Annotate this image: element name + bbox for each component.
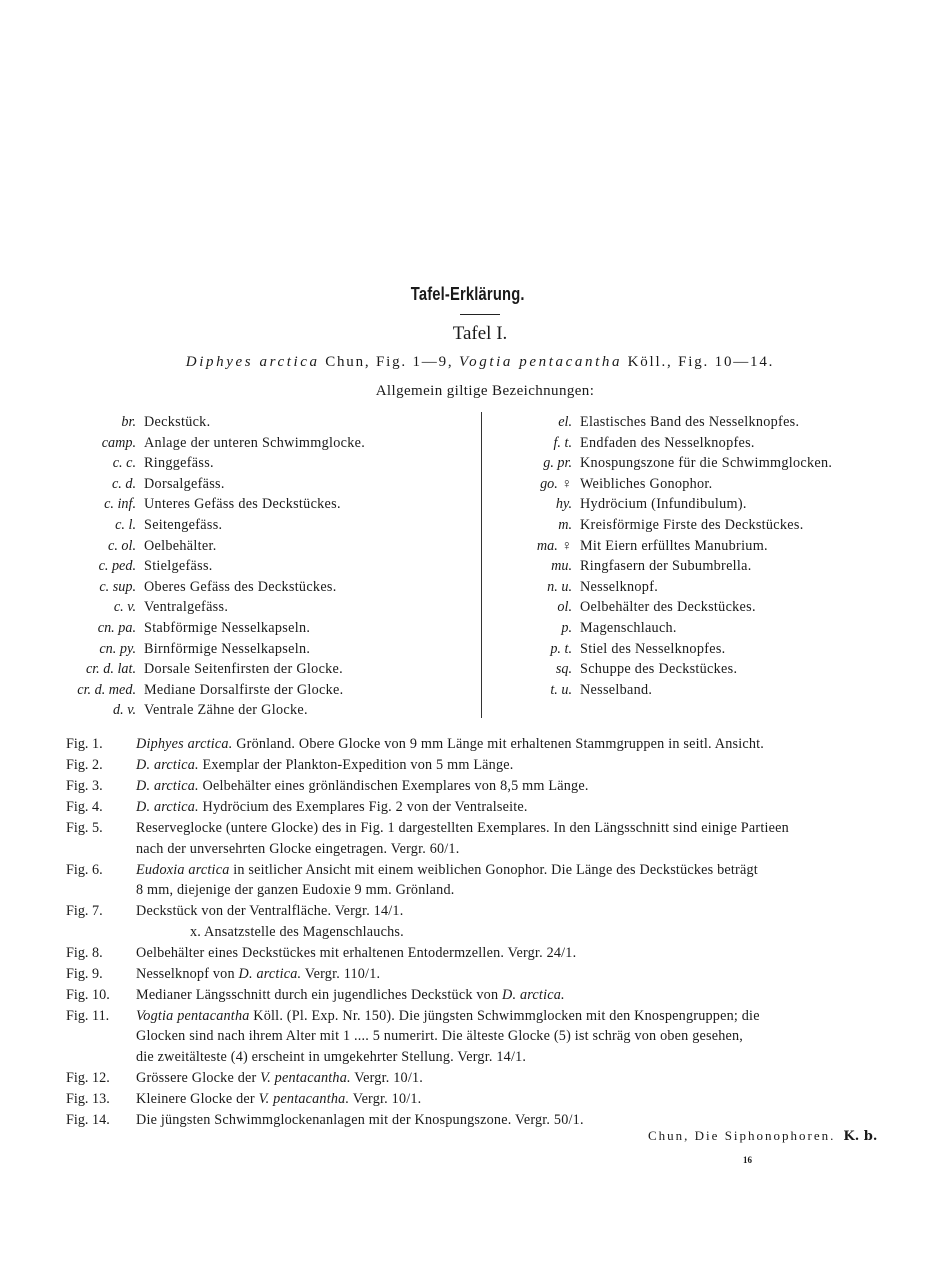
abbreviation-text: Oberes Gefäss des Deckstückes. xyxy=(144,578,337,595)
taxon-name: D. arctica. xyxy=(136,778,199,794)
caption-text: Kleinere Glocke der xyxy=(136,1091,259,1107)
taxon-name: D. arctica. xyxy=(136,757,199,773)
caption-line xyxy=(136,860,900,881)
figure-number: Fig. 1. xyxy=(66,736,103,752)
abbreviation-text: Deckstück. xyxy=(144,414,211,430)
abbreviation-key: br. xyxy=(121,414,136,430)
figure-caption xyxy=(136,901,900,942)
caption-text: Exemplar der Plankton-Expedition von 5 mm Länge. xyxy=(198,757,514,773)
page-number: 16 xyxy=(743,1155,752,1165)
footer-citation: Chun, Die Siphonophoren. xyxy=(648,1128,836,1143)
abbreviation-key: n. u. xyxy=(547,578,572,595)
abbreviation-key: hy. xyxy=(555,496,572,513)
caption-text: 8 mm, diejenige der ganzen Eudoxie 9 mm. Grönland. xyxy=(136,882,455,899)
figure-caption xyxy=(136,755,900,776)
figure-number: Fig. 11. xyxy=(66,1007,110,1024)
caption-line xyxy=(136,901,900,922)
taxon-name: V. pentacantha. xyxy=(260,1070,351,1086)
figure-number: Fig. 10. xyxy=(66,986,110,1003)
caption-text: Vergr. 10/1. xyxy=(349,1091,422,1107)
figure-caption xyxy=(136,734,900,755)
taxon-name: D. arctica. xyxy=(136,799,199,815)
abbreviation-key: c. ol. xyxy=(108,537,136,554)
figure-number: Fig. 7. xyxy=(66,903,103,920)
caption-line xyxy=(136,880,900,901)
caption-line xyxy=(136,755,900,776)
abbreviation-text: Dorsalgefäss. xyxy=(144,475,225,492)
caption-text: nach der unversehrten Glocke eingetragen. Vergr. 60/1. xyxy=(136,840,460,857)
taxon-name: D. arctica. xyxy=(238,965,302,982)
caption-text: Medianer Längsschnitt durch ein jugendliches Deckstück von xyxy=(136,986,502,1003)
abbreviation-text: Stiel des Nesselknopfes. xyxy=(580,640,726,657)
caption-text: Grössere Glocke der xyxy=(136,1070,261,1086)
title-rule xyxy=(460,314,500,315)
caption-text: Glocken sind nach ihrem Alter mit 1 .... 5 numerirt. Die älteste Glocke (5) ist schräg von oben gesehen, xyxy=(136,1028,744,1045)
abbreviation-text: Seitengefäss. xyxy=(144,517,223,533)
abbreviation-key: c. c. xyxy=(112,455,136,472)
caption-line xyxy=(136,1047,900,1068)
caption-text: Nesselknopf von xyxy=(136,965,239,982)
caption-line xyxy=(136,839,900,860)
abbreviation-text: Mediane Dorsalfirste der Glocke. xyxy=(144,681,344,698)
abbreviation-key: el. xyxy=(558,414,572,430)
abbreviation-text: Birnförmige Nesselkapseln. xyxy=(144,640,311,657)
figure-caption xyxy=(136,943,900,964)
figure-number: Fig. 14. xyxy=(66,1112,110,1128)
abbreviation-key: c. inf. xyxy=(104,496,136,513)
abbreviation-text: Stielgefäss. xyxy=(144,558,213,575)
abbreviation-key: m. xyxy=(558,517,572,533)
abbreviation-text: Nesselband. xyxy=(580,681,653,698)
taxon-name: Diphyes arctica. xyxy=(136,736,233,752)
figure-caption xyxy=(136,860,900,901)
footer xyxy=(648,1128,877,1144)
caption-text: die zweitälteste (4) erscheint in umgekehrter Stellung. Vergr. 14/1. xyxy=(136,1048,527,1065)
caption-text: Grönland. Obere Glocke von 9 mm Länge mit erhaltenen Stammgruppen in seitl. Ansicht. xyxy=(232,736,765,752)
figure-caption xyxy=(136,797,900,818)
abbreviation-text: Knospungszone für die Schwimmglocken. xyxy=(580,455,833,472)
abbreviation-key: ma. ♀ xyxy=(536,537,572,554)
abbreviation-key: ol. xyxy=(557,599,572,616)
figure-number: Fig. 4. xyxy=(66,799,103,815)
caption-line xyxy=(136,1089,900,1110)
abbreviation-text: Mit Eiern erfülltes Manubrium. xyxy=(580,537,768,554)
page-title: Tafel-Erklärung. xyxy=(410,284,525,304)
species-name-1: Diphyes arctica xyxy=(185,354,320,370)
figure-number: Fig. 6. xyxy=(66,861,103,878)
abbreviation-text: Ventralgefäss. xyxy=(144,599,229,616)
figure-number: Fig. 2. xyxy=(66,757,103,773)
caption-line xyxy=(136,1068,900,1089)
abbreviation-key: cn. pa. xyxy=(97,620,136,636)
figure-caption xyxy=(136,1006,900,1068)
caption-line xyxy=(136,776,900,797)
figure-number: Fig. 9. xyxy=(66,965,103,982)
figure-caption xyxy=(136,964,900,985)
caption-line xyxy=(136,985,900,1006)
caption-text: Deckstück von der Ventralfläche. Vergr. 14/1. xyxy=(136,903,404,920)
abbreviation-key: p. xyxy=(561,620,572,636)
caption-line xyxy=(136,922,900,943)
abbreviation-text: Oelbehälter. xyxy=(144,537,217,554)
caption-line xyxy=(136,734,900,755)
caption-text: x. Ansatzstelle des Magenschlauchs. xyxy=(190,923,404,940)
abbreviation-text: Dorsale Seitenfirsten der Glocke. xyxy=(144,661,343,678)
taxon-name: Vogtia pentacantha xyxy=(136,1007,250,1024)
abbreviation-text: Oelbehälter des Deckstückes. xyxy=(580,599,756,616)
abbreviation-key: p. t. xyxy=(550,640,572,657)
taxon-name: Eudoxia arctica xyxy=(136,861,230,878)
caption-text: Oelbehälter eines grönländischen Exemplares von 8,5 mm Länge. xyxy=(198,778,589,794)
caption-line xyxy=(136,943,900,964)
caption-line xyxy=(136,797,900,818)
figure-caption xyxy=(136,1089,900,1110)
abbreviation-text: Kreisförmige Firste des Deckstückes. xyxy=(580,517,804,533)
caption-line xyxy=(136,1006,900,1027)
figure-number: Fig. 12. xyxy=(66,1070,110,1086)
abbreviation-text: Endfaden des Nesselknopfes. xyxy=(580,434,755,451)
abbreviation-text: Ringgefäss. xyxy=(144,455,214,472)
figure-number: Fig. 3. xyxy=(66,778,103,794)
abbreviation-text: Anlage der unteren Schwimmglocke. xyxy=(144,434,366,451)
caption-text: Vergr. 110/1. xyxy=(301,965,381,982)
caption-text: Die jüngsten Schwimmglockenanlagen mit der Knospungszone. Vergr. 50/1. xyxy=(136,1112,584,1128)
abbreviation-key: cr. d. med. xyxy=(77,681,136,698)
abbreviation-key: d. v. xyxy=(113,702,136,719)
caption-line xyxy=(136,1026,900,1047)
abbreviation-text: Nesselknopf. xyxy=(580,578,659,595)
abbreviation-key: t. u. xyxy=(550,681,572,698)
abbreviation-key: cn. py. xyxy=(99,640,136,657)
abbreviation-key: cr. d. lat. xyxy=(85,661,136,678)
figure-caption xyxy=(136,818,900,859)
taxon-name: V. pentacantha. xyxy=(258,1091,350,1107)
abbreviation-text: Elastisches Band des Nesselknopfes. xyxy=(580,414,800,430)
abbreviation-key: sq. xyxy=(555,661,572,678)
abbreviations-heading: Allgemein giltige Bezeichnungen: xyxy=(375,383,595,399)
caption-text: Oelbehälter eines Deckstückes mit erhaltenen Entodermzellen. Vergr. 24/1. xyxy=(136,944,577,961)
figure-number: Fig. 13. xyxy=(66,1091,110,1107)
abbreviation-text: Unteres Gefäss des Deckstückes. xyxy=(144,496,341,513)
figure-number: Fig. 8. xyxy=(66,944,103,961)
figure-number: Fig. 5. xyxy=(66,820,103,836)
abbreviation-text: Ventrale Zähne der Glocke. xyxy=(144,702,308,719)
abbreviation-text: Hydröcium (Infundibulum). xyxy=(580,496,747,513)
species-line xyxy=(15,354,930,371)
abbreviation-key: c. sup. xyxy=(99,578,136,595)
abbreviation-text: Weibliches Gonophor. xyxy=(580,475,713,492)
species-rest-1: Chun, Fig. 1—9, xyxy=(319,354,460,370)
figure-caption xyxy=(136,776,900,797)
abbreviation-key: go. ♀ xyxy=(540,475,572,492)
abbreviation-key: g. pr. xyxy=(543,455,572,472)
caption-text: in seitlicher Ansicht mit einem weiblichen Gonophor. Die Länge des Deckstückes beträgt xyxy=(229,861,758,878)
abbreviation-key: c. l. xyxy=(115,517,136,533)
abbreviation-text: Ringfasern der Subumbrella. xyxy=(580,558,752,575)
abbreviation-text: Schuppe des Deckstückes. xyxy=(580,661,738,678)
species-name-2: Vogtia pentacantha xyxy=(459,354,623,370)
caption-text: Hydröcium des Exemplares Fig. 2 von der Ventralseite. xyxy=(198,799,528,815)
abbreviation-text: Stabförmige Nesselkapseln. xyxy=(144,620,311,636)
abbreviation-key: mu. xyxy=(551,558,572,575)
abbreviation-key: c. ped. xyxy=(98,558,136,575)
caption-text: Vergr. 10/1. xyxy=(350,1070,424,1086)
caption-text: Köll. (Pl. Exp. Nr. 150). Die jüngsten Schwimmglocken mit den Knospengruppen; die xyxy=(249,1007,760,1024)
figure-caption xyxy=(136,1068,900,1089)
footer-mark: K. b. xyxy=(843,1129,878,1144)
abbreviation-key: f. t. xyxy=(553,434,572,451)
caption-text: Reserveglocke (untere Glocke) des in Fig. 1 dargestellten Exemplares. In den Längsschnitt sind einige Partieen xyxy=(136,820,789,836)
abbreviation-text: Magenschlauch. xyxy=(580,620,677,636)
column-divider xyxy=(481,412,482,718)
abbreviation-key: camp. xyxy=(101,434,136,451)
abbreviation-key: c. v. xyxy=(113,599,136,616)
abbreviation-key: c. d. xyxy=(111,475,136,492)
species-rest-2: Köll., Fig. 10—14. xyxy=(622,354,775,370)
caption-line xyxy=(136,964,900,985)
caption-line xyxy=(136,818,900,839)
taxon-name: D. arctica. xyxy=(502,986,565,1003)
figure-caption xyxy=(136,985,900,1006)
plate-heading: Tafel I. xyxy=(452,323,508,344)
